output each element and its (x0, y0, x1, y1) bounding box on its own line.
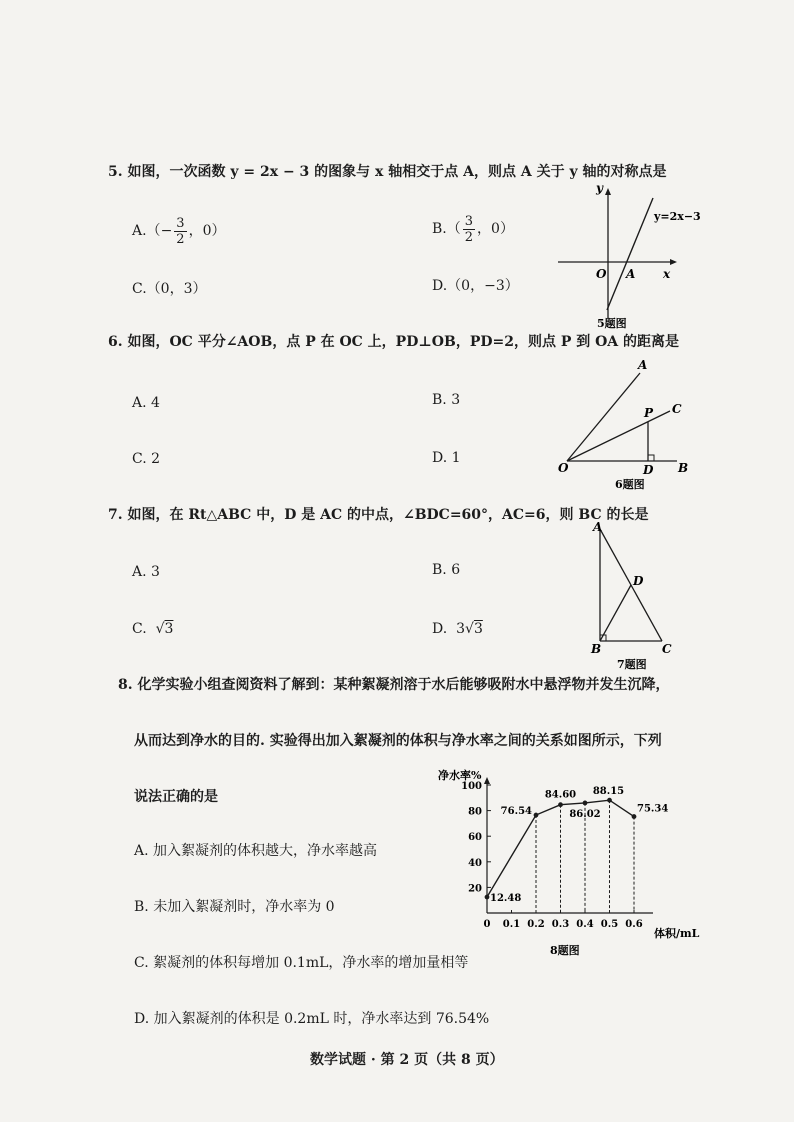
q8-chart (430, 768, 710, 968)
y-tick-label: 20 (468, 883, 482, 895)
q6-option-a[interactable]: A. 4 (132, 395, 160, 411)
q5-y-arrow (605, 188, 611, 195)
q7-median-bd (600, 585, 631, 641)
q8-chart-y-arrow (484, 777, 490, 784)
data-label: 12.48 (490, 893, 522, 905)
data-point (632, 814, 637, 819)
x-tick-label: 0.4 (576, 919, 594, 930)
q7-option-a[interactable]: A. 3 (132, 564, 160, 580)
q7-label-d: D (633, 574, 644, 588)
q8-chart-ylabel: 净水率% (438, 769, 482, 782)
q5-option-d[interactable]: D.（0，−3） (432, 278, 519, 294)
data-label: 86.02 (569, 808, 601, 820)
q6-label-c: C (672, 402, 682, 416)
q8-option-c[interactable]: C. 絮凝剂的体积每增加 0.1mL，净水率的增加量相等 (134, 955, 469, 971)
q6-label-b: B (678, 461, 689, 475)
q7-option-b[interactable]: B. 6 (432, 562, 461, 578)
data-point (485, 895, 490, 900)
q6-label-o: O (558, 461, 569, 475)
q5-line-label: y=2x−3 (654, 210, 701, 223)
q5-caption: 5题图 (597, 317, 627, 330)
q7-c-label: C. (132, 621, 147, 637)
q5-label-x: x (663, 267, 671, 281)
q5-b-num: 3 (464, 213, 474, 229)
q6-label-d: D (643, 463, 654, 477)
x-tick-label: 0 (483, 919, 491, 930)
q5-a-sign: − (160, 223, 173, 239)
data-label: 88.15 (592, 786, 625, 798)
q7-option-c[interactable]: C. √3 (132, 621, 174, 637)
q7-label-c: C (662, 642, 672, 656)
data-point (583, 800, 588, 805)
q7-d-root: 3 (473, 621, 483, 637)
q7-caption: 7题图 (617, 658, 647, 671)
q5-a-tail: ，0） (188, 223, 226, 239)
q7-label-a: A (593, 520, 603, 534)
data-point (607, 798, 612, 803)
q6-option-d[interactable]: D. 1 (432, 450, 461, 466)
x-tick-label: 0.2 (527, 919, 545, 930)
q5-a-fraction (174, 216, 186, 247)
y-tick-label: 40 (468, 857, 482, 869)
q6-caption: 6题图 (615, 478, 645, 491)
data-point (534, 813, 539, 818)
q7-figure (585, 515, 675, 675)
q7-d-label: D. (432, 621, 448, 637)
q5-a-label: A.（ (132, 223, 161, 239)
q8-chart-caption: 8题图 (550, 944, 580, 957)
x-tick-label: 0.5 (600, 919, 619, 930)
q5-stem: 5. 如图，一次函数 y = 2x − 3 的图象与 x 轴相交于点 A，则点 A 关于 y 轴的对称点是 (108, 164, 667, 180)
q5-b-label: B.（ (432, 221, 461, 237)
q6-option-c[interactable]: C. 2 (132, 451, 161, 467)
data-label: 84.60 (544, 789, 577, 801)
q6-figure (555, 355, 705, 495)
q6-label-a: A (638, 358, 648, 372)
x-tick-label: 0.6 (625, 919, 643, 930)
q7-c-root: 3 (164, 621, 174, 637)
q7-option-d[interactable]: D. 3√3 (432, 621, 483, 637)
q7-d-coef: 3 (456, 621, 466, 637)
q5-option-b[interactable] (432, 212, 514, 246)
q5-label-y: y (596, 181, 603, 195)
q6-right-angle (648, 455, 654, 461)
q6-option-b[interactable]: B. 3 (432, 392, 461, 408)
q5-function-line (607, 198, 653, 310)
q6-label-p: P (644, 406, 654, 420)
x-tick-label: 0.1 (502, 919, 521, 930)
q7-label-b: B (591, 642, 602, 656)
q8-stem-line2: 从而达到净水的目的. 实验得出加入絮凝剂的体积与净水率之间的关系如图所示，下列 (134, 733, 662, 749)
page-footer: 数学试题 · 第 2 页（共 8 页） (310, 1052, 504, 1068)
y-tick-label: 60 (468, 832, 482, 844)
data-label: 75.34 (637, 803, 669, 815)
q5-b-tail: ，0） (477, 221, 514, 237)
q5-a-num: 3 (176, 215, 185, 231)
q7-stem: 7. 如图，在 Rt△ABC 中，D 是 AC 的中点，∠BDC=60°，AC=6，则 BC 的长是 (108, 507, 649, 523)
data-label: 76.54 (500, 806, 532, 818)
q5-label-o: O (596, 267, 607, 281)
y-tick-label: 100 (461, 781, 482, 792)
q8-option-b[interactable]: B. 未加入絮凝剂时，净水率为 0 (134, 899, 335, 915)
q6-ray-oc (567, 411, 670, 461)
q6-ray-oa (567, 373, 640, 461)
q8-option-a[interactable]: A. 加入絮凝剂的体积越大，净水率越高 (134, 843, 378, 859)
q5-x-arrow (670, 259, 677, 265)
q8-stem-line1: 8. 化学实验小组查阅资料了解到：某种絮凝剂溶于水后能够吸附水中悬浮物并发生沉降， (118, 677, 670, 693)
q5-b-den: 2 (464, 229, 474, 245)
y-tick-label: 80 (468, 806, 482, 818)
data-point (558, 802, 563, 807)
q5-b-fraction (463, 214, 475, 245)
q8-option-d[interactable]: D. 加入絮凝剂的体积是 0.2mL 时，净水率达到 76.54% (134, 1011, 490, 1027)
q8-stem-line3: 说法正确的是 (134, 789, 218, 805)
q8-chart-xlabel: 体积/mL (654, 927, 700, 940)
q5-option-c[interactable]: C.（0，3） (132, 281, 207, 297)
q6-stem: 6. 如图，OC 平分∠AOB，点 P 在 OC 上，PD⊥OB，PD=2，则点 P 到 OA 的距离是 (108, 334, 680, 350)
q5-a-den: 2 (176, 231, 185, 247)
q5-label-a: A (626, 267, 636, 281)
q5-figure (553, 180, 701, 330)
x-tick-label: 0.3 (551, 919, 570, 930)
q5-option-a[interactable] (132, 214, 226, 248)
